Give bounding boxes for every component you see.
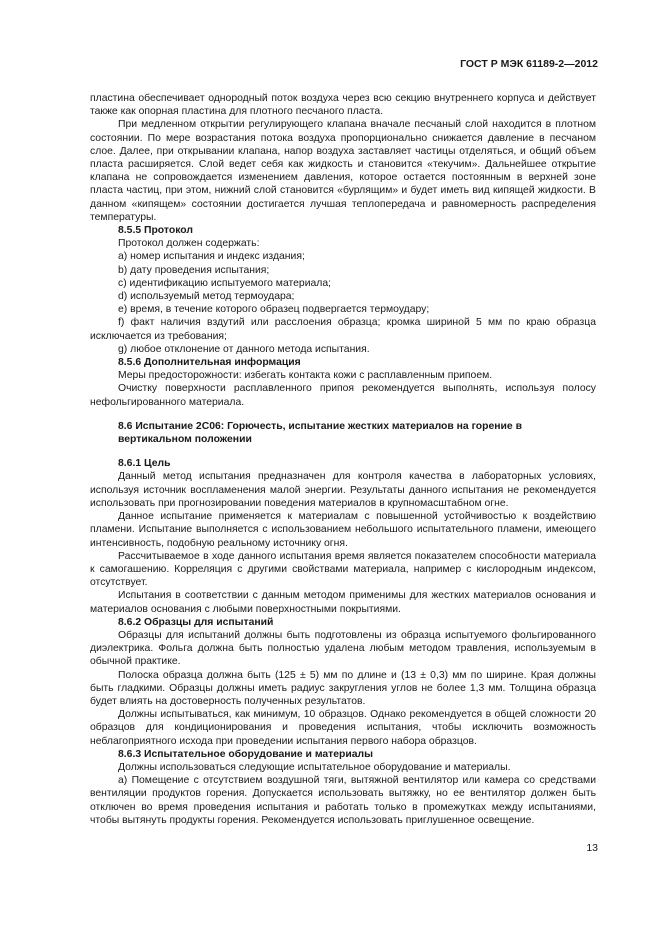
paragraph: Рассчитываемое в ходе данного испытания время является показателем способности материала к самогашению. Корреляция с другими свойствами материала, например с кислородным индексом, отсутствует.: [90, 550, 596, 589]
paragraph: Испытания в соответствии с данным методом применимы для жестких материалов основания и материалов основания с любыми поверхностными покрытиями.: [90, 590, 596, 615]
list-item: a) номер испытания и индекс издания;: [118, 251, 305, 263]
page-body: [90, 92, 596, 827]
section-heading-8-5-5: 8.5.5 Протокол: [118, 225, 193, 237]
section-heading-8-6-2: 8.6.2 Образцы для испытаний: [118, 616, 274, 628]
section-heading-8-6-1: 8.6.1 Цель: [118, 458, 171, 470]
paragraph: Должны использоваться следующие испытательное оборудование и материалы.: [118, 761, 511, 773]
document-header: ГОСТ Р МЭК 61189-2—2012: [460, 58, 598, 70]
paragraph: При медленном открытии регулирующего клапана вначале песчаный слой находится в плотном состоянии. По мере возрастания потока воздуха пропорционально снижается давление в песчаном слое. Далее, при открывании клапана, напор воздуха заставляет частицы отделяться, и общий объем пласта расширяется. Слой ведет себя как жидкость и становится «текучим». Дальнейшее открытие клапана не сопровождается изменением давления, которое остается постоянным в верхней зоне пласта частиц, при этом, нижний слой становится «бурлящим» и будет иметь вид кипящей жидкости. В данном «кипящем» состоянии достигается лучшая теплопередача и равномерность распределения температуры.: [90, 119, 596, 223]
list-item: d) используемый метод термоудара;: [118, 291, 295, 303]
page-number: 13: [586, 842, 598, 854]
paragraph: Меры предосторожности: избегать контакта кожи с расплавленным припоем.: [118, 370, 493, 382]
paragraph: Данный метод испытания предназначен для контроля качества в лабораторных условиях, используя источник воспламенения малой энергии. Результаты данного испытания не рекомендуется использовать при прогнозировании поведения материалов в крупномасштабном огне.: [90, 471, 596, 509]
list-item: g) любое отклонение от данного метода испытания.: [118, 343, 370, 355]
section-heading-8-6: 8.6 Испытание 2С06: Горючесть, испытание жестких материалов на горение в вертикальном положении: [118, 420, 522, 446]
paragraph: а) Помещение с отсутствием воздушной тяги, вытяжной вентилятор или камера со средствами вентиляции продуктов горения. Допускается использовать вытяжку, но ее вентилятор должен быть отключен во время проведения испытания и работать только в промежутках между испытаниями, чтобы вытянуть продукты горения. Рекомендуется использовать приглушенное освещение.: [90, 775, 596, 826]
section-heading-8-5-6: 8.5.6 Дополнительная информация: [118, 357, 301, 369]
paragraph: Данное испытание применяется к материалам с повышенной устойчивостью к воздействию пламени. Испытание выполняется с использованием небольшого испытательного пламени, имеющего интенсивность, подобную реальному источнику огня.: [90, 511, 596, 549]
section-heading-8-6-3: 8.6.3 Испытательное оборудование и материалы: [118, 748, 374, 760]
list-item: b) дату проведения испытания;: [118, 264, 270, 276]
list-item: c) идентификацию испытуемого материала;: [118, 277, 332, 289]
paragraph: Должны испытываться, как минимум, 10 образцов. Однако рекомендуется в общей сложности 20 образцов для кондиционирования и проведения испытания, чтобы исключить возможность неблагоприятного исхода при проведении испытания первого набора образцов.: [90, 709, 596, 747]
paragraph: пластина обеспечивает однородный поток воздуха через всю секцию внутреннего корпуса и действует также как опорная пластина для плотного песчаного пласта.: [90, 93, 596, 118]
list-item: f) факт наличия вздутий или расслоения образца; кромка шириной 5 мм по краю образца исключается из требования;: [90, 317, 596, 342]
paragraph: Образцы для испытаний должны быть подготовлены из образца испытуемого фольгированного диэлектрика. Фольга должна быть полностью удалена любым методом травления, используемым в обычной практике.: [90, 629, 596, 668]
paragraph: Очистку поверхности расплавленного припоя рекомендуется выполнять, используя полосу нефольгированного материала.: [90, 383, 596, 408]
paragraph: Протокол должен содержать:: [118, 238, 260, 250]
paragraph: Полоска образца должна быть (125 ± 5) мм по длине и (13 ± 0,3) мм по ширине. Края должны быть гладкими. Образцы должны иметь радиус закругления углов не более 1,3 мм. Толщина образца будет влиять на достоверность полученных результатов.: [90, 669, 596, 707]
list-item: e) время, в течение которого образец подвергается термоудару;: [118, 304, 430, 316]
